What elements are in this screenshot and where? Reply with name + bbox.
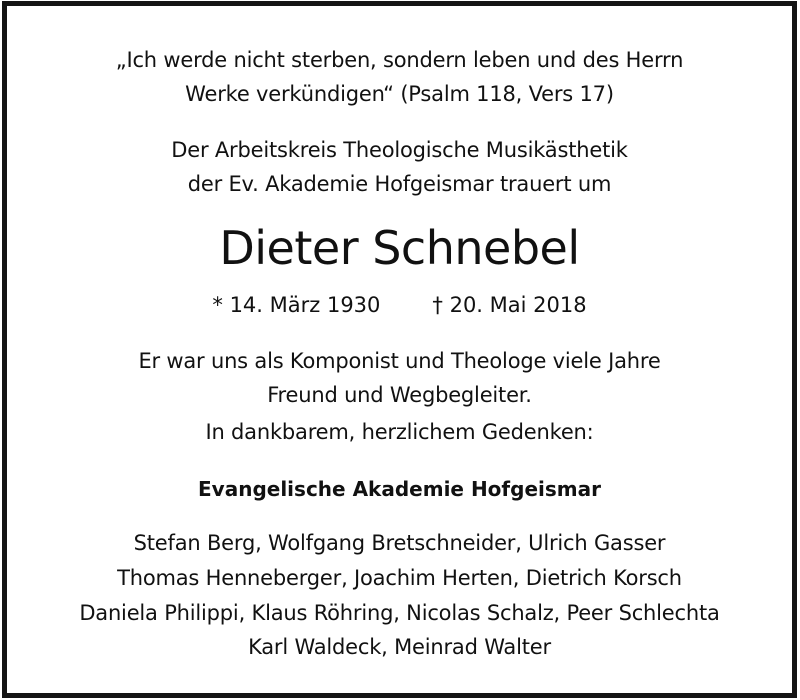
- tribute-line-3: In dankbarem, herzlichem Gedenken:: [205, 420, 594, 444]
- birth-date: * 14. März 1930: [212, 293, 381, 317]
- quote-line-2: Werke verkündigen“ (Psalm 118, Vers 17): [185, 82, 614, 106]
- tribute-line-2: Freund und Wegbegleiter.: [267, 383, 532, 407]
- obituary-notice: [2, 1, 797, 698]
- tribute-line-1: Er war uns als Komponist und Theologe viele Jahre: [138, 349, 661, 373]
- signatories-line-2: Thomas Henneberger, Joachim Herten, Dietrich Korsch: [117, 566, 682, 590]
- deceased-name: Dieter Schnebel: [219, 221, 580, 275]
- mourners-intro-line-1: Der Arbeitskreis Theologische Musikästhetik: [171, 138, 628, 162]
- mourners-intro-line-2: der Ev. Akademie Hofgeismar trauert um: [187, 172, 612, 196]
- signatories-line-3: Daniela Philippi, Klaus Röhring, Nicolas Schalz, Peer Schlechta: [79, 601, 720, 625]
- organization-name: Evangelische Akademie Hofgeismar: [198, 477, 601, 501]
- life-dates: [7, 291, 792, 319]
- signatories-line-4: Karl Waldeck, Meinrad Walter: [248, 635, 551, 659]
- quote-line-1: „Ich werde nicht sterben, sondern leben und des Herrn: [115, 48, 684, 72]
- signatories-line-1: Stefan Berg, Wolfgang Bretschneider, Ulrich Gasser: [133, 531, 666, 555]
- death-date: † 20. Mai 2018: [432, 293, 587, 317]
